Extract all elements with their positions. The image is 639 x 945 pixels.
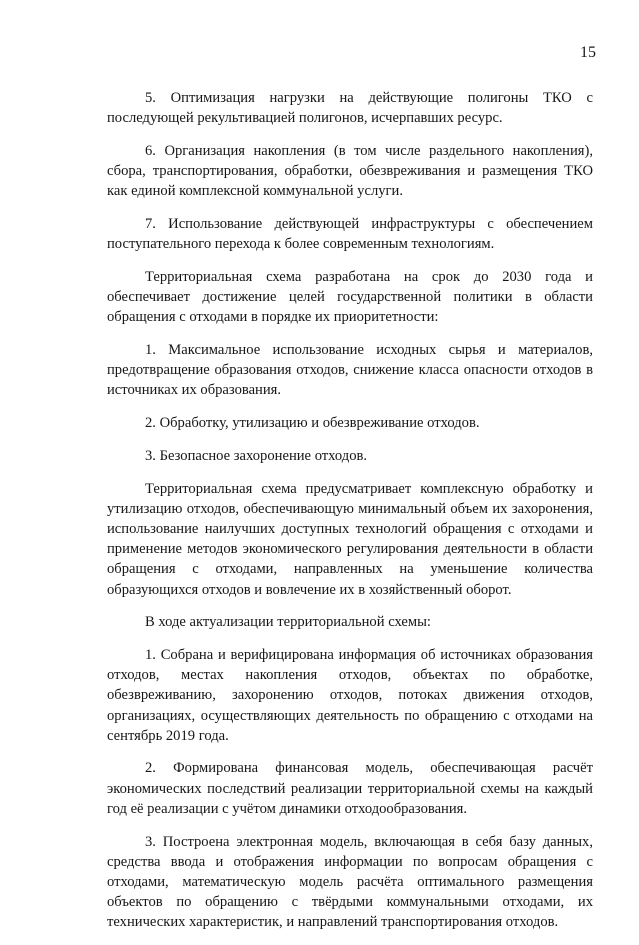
- paragraph-actualization-1: 1. Собрана и верифицирована информация об источниках образования отходов, местах накопления отходов, объектах по обработке, обезвреживанию, захоронению отходов, потоках движения отходов, организациях, осуществляющих деятельность по обращению с отходами на сентябрь 2019 года.: [107, 646, 593, 744]
- paragraph-actualization-2: 2. Формирована финансовая модель, обеспечивающая расчёт экономических последствий реализации территориальной схемы на каждый год её реализации с учётом динамики отходообразования.: [107, 760, 593, 817]
- document-body: [107, 88, 593, 945]
- paragraph-priority-3: 3. Безопасное захоронение отходов.: [145, 447, 368, 464]
- paragraph-item-5-optimization: 5. Оптимизация нагрузки на действующие полигоны ТКО с последующей рекультивацией полигонов, исчерпавших ресурс.: [107, 90, 593, 127]
- page-number: 15: [580, 44, 596, 61]
- paragraph-actualization-intro: В ходе актуализации территориальной схемы:: [145, 614, 431, 631]
- paragraph-item-6-organization: 6. Организация накопления (в том числе раздельного накопления), сбора, транспортирования, обработки, обезвреживания и размещения ТКО как единой комплексной коммунальной услуги.: [107, 142, 593, 200]
- paragraph-scheme-provides: Территориальная схема предусматривает комплексную обработку и утилизацию отходов, обеспечивающую минимальный объем их захоронения, использование наилучших доступных технологий обращения с отходами и применение методов экономического регулирования деятельности в области обращения с отходами, направленных на уменьшение количества образующихся отходов и вовлечение их в хозяйственный оборот.: [107, 480, 593, 598]
- paragraph-item-7-infrastructure: 7. Использование действующей инфраструктуры с обеспечением поступательного перехода к более современным технологиям.: [107, 216, 593, 253]
- paragraph-actualization-3: 3. Построена электронная модель, включающая в себя базу данных, средства ввода и отображения информации по вопросам обращения с отходами, математическую модель расчёта оптимального размещения объектов по обращению с твёрдыми коммунальными отходами, их технических характеристик, и направлений транспортирования отходов.: [107, 833, 593, 931]
- paragraph-priority-2: 2. Обработку, утилизацию и обезвреживание отходов.: [145, 415, 480, 432]
- paragraph-priority-1: 1. Максимальное использование исходных сырья и материалов, предотвращение образования отходов, снижение класса опасности отходов в источниках их образования.: [107, 342, 593, 399]
- paragraph-scheme-term: Территориальная схема разработана на срок до 2030 года и обеспечивает достижение целей государственной политики в области обращения с отходами в порядке их приоритетности:: [107, 268, 593, 326]
